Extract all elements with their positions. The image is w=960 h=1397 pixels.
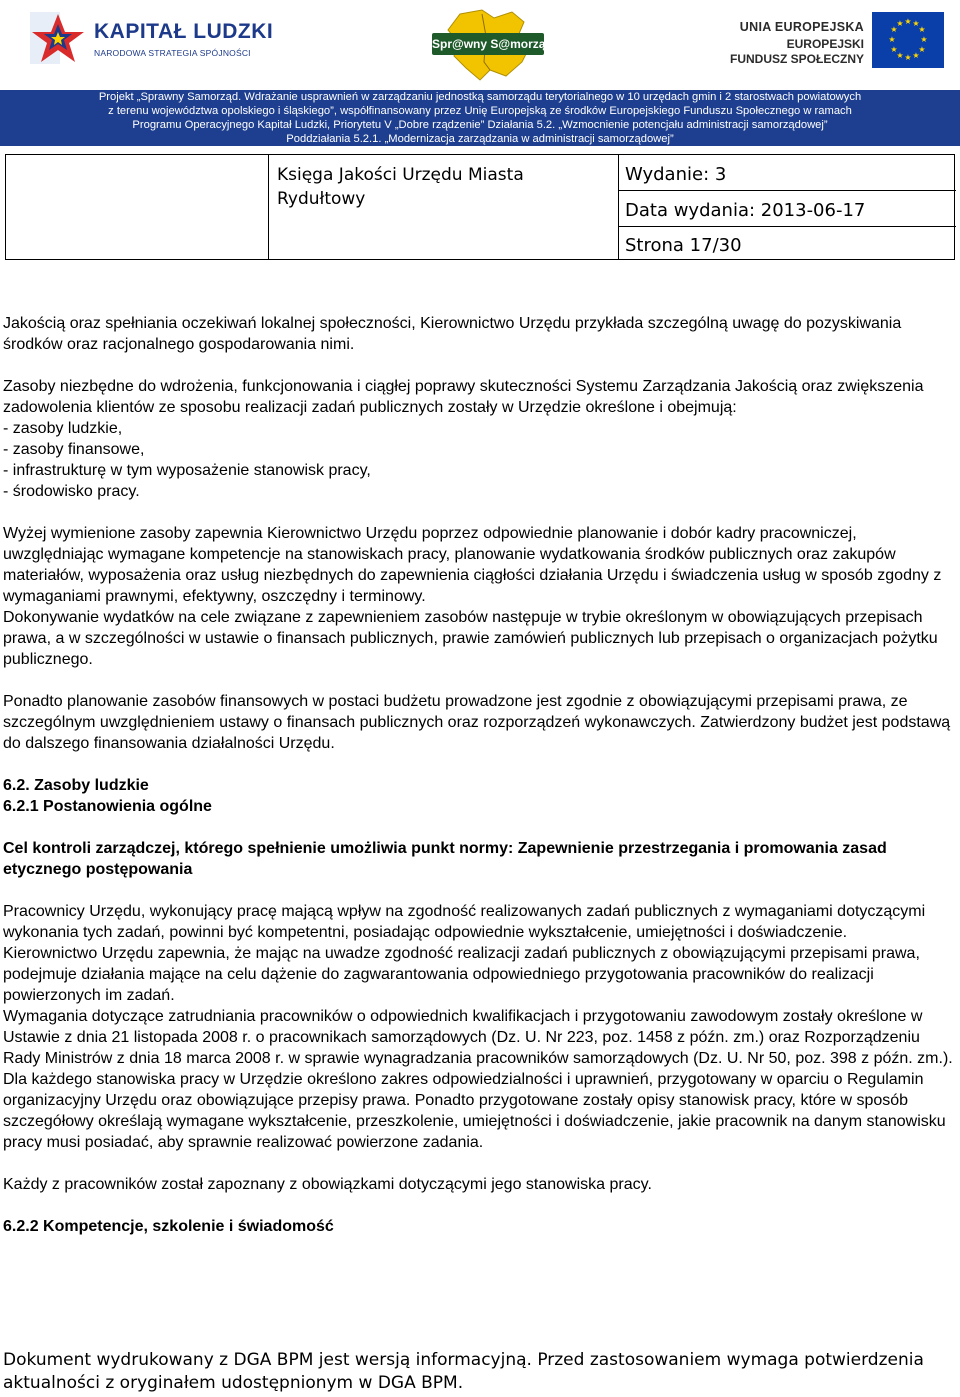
- kapital-ludzki-title: KAPITAŁ LUDZKI: [94, 20, 274, 43]
- document-header-table: [5, 154, 955, 260]
- kapital-ludzki-logo: [28, 6, 274, 68]
- paragraph: Pracownicy Urzędu, wykonujący pracę mającą wpływ na zgodność realizowanych zadań publicznych z wymaganiami dotyczącymi wykonania tych zadań, powinni być kompetentni, posiadając odpowiednie wykształcenie, umiejętności i doświadczenie.: [3, 903, 926, 941]
- paragraph: Dla każdego stanowiska pracy w Urzędzie określono zakres odpowiedzialności i uprawnień, przygotowany w oparciu o Regulamin organizacyjny Urzędu oraz obowiązujące przepisy prawa. Ponadto przygotowane zostały opisy stanowisk pracy, które w sposób szczegółowy określają wymagane wykształcenie, przeszkolenie, umiejętności i doświadczenie, jakie pracownik na danym stanowisku pracy musi posiadać, aby sprawnie realizować powierzone zadania.: [3, 1071, 946, 1151]
- paragraph: Ponadto planowanie zasobów finansowych w postaci budżetu prowadzone jest zgodnie z obowiązującymi przepisami prawa, ze szczególnym uwzględnieniem ustawy o finansach publicznych oraz rozporządzeń wykonawczych. Zatwierdzony budżet jest podstawą do dalszego finansowania działalności Urzędu.: [3, 693, 951, 752]
- project-info-band: [0, 90, 960, 146]
- eu-logo-line2: EUROPEJSKI: [786, 37, 864, 51]
- svg-text:★: ★: [912, 51, 920, 60]
- svg-text:★: ★: [896, 19, 904, 28]
- list-item: - zasoby ludzkie,: [3, 420, 123, 437]
- paragraph: Kierownictwo Urzędu zapewnia, że mając na uwadze zgodność realizacji zadań publicznych z obowiązującymi przepisami prawa, podejmuje działania mające na celu dążenie do zagwarantowania odpowiedniego przygotowania pracowników do realizacji powierzonych im zadań.: [3, 945, 920, 1004]
- kapital-ludzki-subtitle: NARODOWA STRATEGIA SPÓJNOŚCI: [94, 48, 251, 58]
- svg-text:★: ★: [890, 25, 898, 34]
- svg-text:★: ★: [896, 51, 904, 60]
- project-line-3: Programu Operacyjnego Kapitał Ludzki, Priorytetu V „Dobre rządzenie” Działania 5.2. „Wzmocnienie potencjału administracji samorządowej”: [132, 119, 828, 131]
- paragraph: Każdy z pracowników został zapoznany z obowiązkami dotyczącymi jego stanowiska pracy.: [3, 1176, 652, 1193]
- kapital-ludzki-star-icon: [28, 10, 88, 66]
- svg-text:★: ★: [888, 35, 896, 44]
- page-number: Strona 17/30: [619, 226, 956, 259]
- sprawny-samorzad-logo: [420, 6, 560, 82]
- svg-text:★: ★: [918, 45, 926, 54]
- eu-logo: [722, 10, 944, 74]
- svg-text:★: ★: [918, 25, 926, 34]
- resources-list: [3, 418, 953, 502]
- svg-text:★: ★: [890, 45, 898, 54]
- issue-date: Data wydania: 2013-06-17: [619, 190, 956, 226]
- svg-text:★: ★: [920, 35, 928, 44]
- edition-number: Wydanie: 3: [625, 164, 727, 185]
- svg-text:★: ★: [912, 19, 920, 28]
- logo-band: [0, 0, 960, 88]
- document-title: Księga Jakości Urzędu Miasta Rydułtowy: [268, 155, 619, 259]
- eu-logo-line1: UNIA EUROPEJSKA: [739, 20, 864, 34]
- eu-logo-line3: FUNDUSZ SPOŁECZNY: [729, 52, 864, 66]
- svg-text:★: ★: [904, 17, 912, 26]
- paragraph: Wymagania dotyczące zatrudniania pracowników o odpowiednich kwalifikacjach i przygotowaniu zawodowym zostały określone w Ustawie z dnia 21 listopada 2008 r. o pracownikach samorządowych (Dz. U. Nr 223, poz. 1458 z późn. zm.) oraz Rozporządzeniu Rady Ministrów z dnia 18 marca 2008 r. w sprawie wynagradzania pracowników samorządowych (Dz. U. Nr 50, poz. 398 z późn. zm.).: [3, 1008, 953, 1067]
- project-line-2: z terenu województwa opolskiego i śląskiego”, współfinansowany przez Unię Europejską ze środków Europejskiego Funduszu Społecznego w ramach: [108, 105, 852, 117]
- eu-flag-icon: [872, 12, 944, 68]
- paragraph: Zasoby niezbędne do wdrożenia, funkcjonowania i ciągłej poprawy skuteczności Systemu Zarządzania Jakością oraz zwiększenia zadowolenia klientów ze sposobu realizacji zadań publicznych zostały w Urzędzie określone i obejmują:: [3, 378, 924, 416]
- document-body: [3, 313, 953, 1237]
- sprawny-samorzad-badge: Spr@wny S@morząd: [432, 33, 544, 55]
- svg-text:★: ★: [904, 53, 912, 62]
- list-item: - infrastrukturę w tym wyposażenie stanowisk pracy,: [3, 462, 371, 479]
- project-line-1: Projekt „Sprawny Samorząd. Wdrażanie usprawnień w zarządzaniu jednostką samorządu terytorialnego w 10 urzędach gmin i 2 starostwach powiatowych: [98, 91, 862, 103]
- subsection-heading: 6.2.1 Postanowienia ogólne: [3, 798, 212, 815]
- paragraph: Jakością oraz spełniania oczekiwań lokalnej społeczności, Kierownictwo Urzędu przykłada szczególną uwagę do pozyskiwania środków oraz racjonalnego gospodarowania nimi.: [3, 315, 902, 353]
- list-item: - zasoby finansowe,: [3, 441, 145, 458]
- project-line-4: Poddziałania 5.2.1. „Modernizacja zarządzania w administracji samorządowej”: [286, 133, 674, 145]
- section-heading: 6.2. Zasoby ludzkie: [3, 777, 149, 794]
- control-objective-heading: Cel kontroli zarządczej, którego spełnienie umożliwia punkt normy: Zapewnienie przestrzegania i promowania zasad etycznego postępowania: [3, 840, 887, 878]
- paragraph: Wyżej wymienione zasoby zapewnia Kierownictwo Urzędu poprzez odpowiednie planowanie i dobór kadry pracowniczej, uwzględniając wymagane kompetencje na stanowiskach pracy, planowanie wydatkowania środków publicznych oraz zakupów materiałów, wyposażenia oraz usług niezbędnych do zapewnienia ciągłości działania Urzędu i świadczenia usług w sposób zgodny z wymaganiami prawnymi, efektywny, oszczędny i terminowy.: [3, 525, 942, 605]
- paragraph: Dokonywanie wydatków na cele związane z zapewnieniem zasobów następuje w trybie określonym w obowiązujących przepisach prawa, a w szczególności w ustawie o finansach publicznych, prawie zamówień publicznych lub przepisach o organizacjach pożytku publicznego.: [3, 609, 938, 668]
- subsection-heading: 6.2.2 Kompetencje, szkolenie i świadomość: [3, 1218, 334, 1235]
- list-item: - środowisko pracy.: [3, 483, 140, 500]
- print-disclaimer-footer: Dokument wydrukowany z DGA BPM jest wersją informacyjną. Przed zastosowaniem wymaga potwierdzenia aktualności z oryginałem udostępnionym w DGA BPM.: [3, 1350, 924, 1393]
